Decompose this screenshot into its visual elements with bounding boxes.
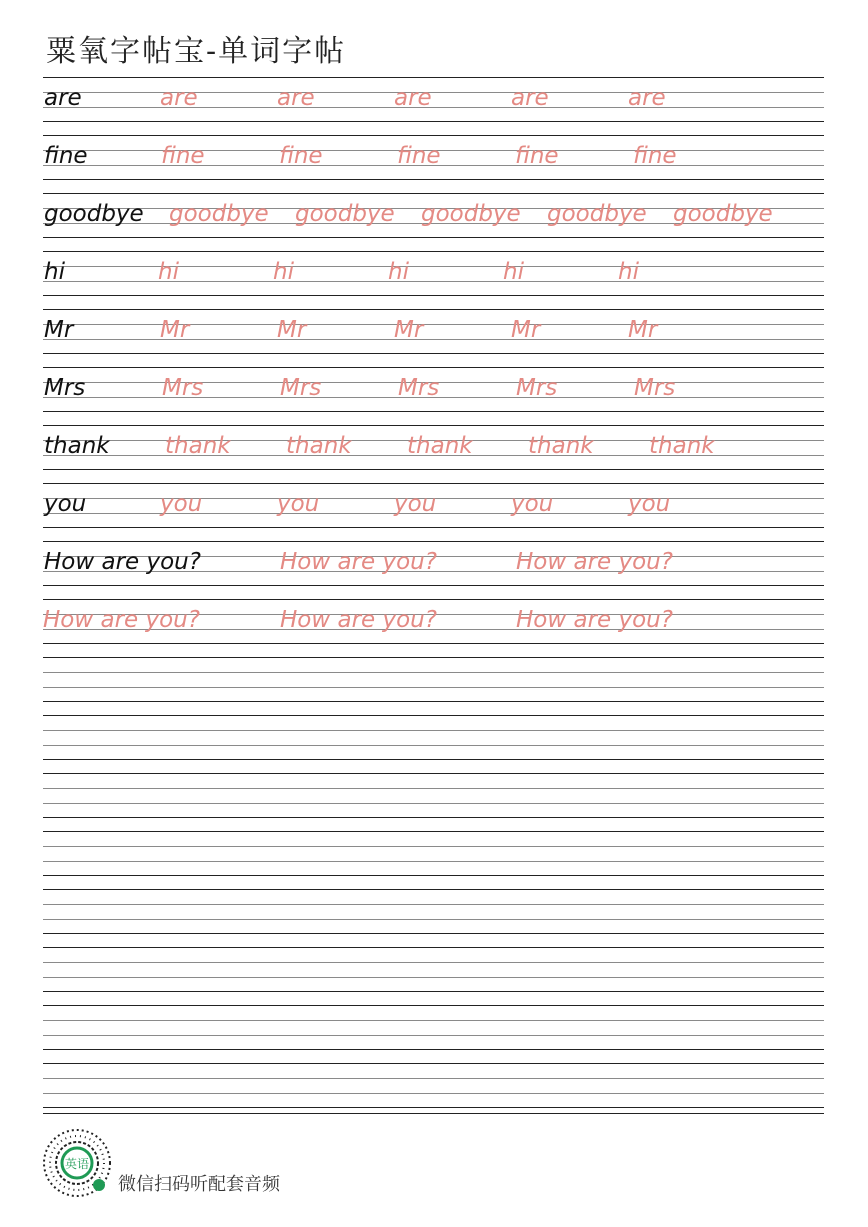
model-word: are — [44, 85, 82, 111]
guide-line — [43, 353, 824, 354]
trace-word: you — [277, 491, 320, 517]
guide-line — [43, 657, 824, 658]
guide-line — [43, 1063, 824, 1064]
trace-word: fine — [397, 143, 441, 169]
trace-word: Mr — [277, 317, 307, 343]
trace-word: fine — [633, 143, 677, 169]
guide-line — [43, 469, 824, 470]
guide-line — [43, 687, 824, 688]
blank-practice-row[interactable] — [43, 773, 824, 831]
blank-practice-row[interactable] — [43, 1005, 824, 1063]
blank-practice-row[interactable] — [43, 889, 824, 947]
trace-word: thank — [528, 433, 594, 459]
guide-line — [43, 919, 824, 920]
trace-word: How are you? — [280, 549, 437, 575]
guide-line — [43, 527, 824, 528]
guide-line — [43, 773, 824, 774]
practice-row — [43, 367, 824, 425]
trace-word: Mr — [394, 317, 424, 343]
trace-word: Mr — [160, 317, 190, 343]
guide-line — [43, 1035, 824, 1036]
practice-row — [43, 425, 824, 483]
guide-line — [43, 889, 824, 890]
trace-word: fine — [515, 143, 559, 169]
trace-word: are — [277, 85, 315, 111]
trace-word: How are you? — [516, 607, 673, 633]
model-word: hi — [44, 259, 65, 285]
blank-practice-row[interactable] — [43, 657, 824, 715]
guide-line — [43, 701, 824, 702]
trace-word: goodbye — [421, 201, 521, 227]
guide-line — [43, 295, 824, 296]
bottom-rule — [43, 1113, 824, 1114]
trace-word: goodbye — [547, 201, 647, 227]
scan-instruction: 微信扫码听配套音频 — [118, 1174, 280, 1195]
blank-practice-row[interactable] — [43, 715, 824, 773]
trace-word: hi — [618, 259, 639, 285]
guide-line — [43, 193, 824, 194]
model-word: thank — [44, 433, 110, 459]
guide-line — [43, 715, 824, 716]
trace-word: How are you? — [280, 607, 437, 633]
guide-line — [43, 1107, 824, 1108]
guide-line — [43, 991, 824, 992]
guide-line — [43, 1093, 824, 1094]
guide-line — [43, 121, 824, 122]
page-title: 粟氧字帖宝-单词字帖 — [46, 34, 347, 69]
trace-word: thank — [165, 433, 231, 459]
guide-line — [43, 237, 824, 238]
guide-line — [43, 483, 824, 484]
guide-line — [43, 599, 824, 600]
guide-line — [43, 875, 824, 876]
trace-word: hi — [388, 259, 409, 285]
guide-line — [43, 1049, 824, 1050]
guide-line — [43, 672, 824, 673]
guide-line — [43, 846, 824, 847]
practice-row — [43, 193, 824, 251]
trace-word: thank — [649, 433, 715, 459]
guide-line — [43, 745, 824, 746]
guide-line — [43, 411, 824, 412]
practice-row — [43, 309, 824, 367]
guide-line — [43, 643, 824, 644]
trace-word: are — [160, 85, 198, 111]
guide-line — [43, 585, 824, 586]
guide-line — [43, 367, 824, 368]
practice-row — [43, 135, 824, 193]
guide-line — [43, 251, 824, 252]
practice-row — [43, 483, 824, 541]
blank-practice-row[interactable] — [43, 831, 824, 889]
blank-practice-row[interactable] — [43, 947, 824, 1005]
guide-line — [43, 309, 824, 310]
trace-word: hi — [273, 259, 294, 285]
model-word: How are you? — [44, 549, 201, 575]
guide-line — [43, 788, 824, 789]
trace-word: Mrs — [634, 375, 676, 401]
practice-row — [43, 251, 824, 309]
trace-word: Mrs — [162, 375, 204, 401]
guide-line — [43, 1020, 824, 1021]
guide-line — [43, 541, 824, 542]
trace-word: are — [511, 85, 549, 111]
trace-word: goodbye — [295, 201, 395, 227]
guide-line — [43, 933, 824, 934]
model-word: Mrs — [44, 375, 86, 401]
guide-line — [43, 947, 824, 948]
guide-line — [43, 831, 824, 832]
qr-badge-label: 英语 — [64, 1157, 90, 1171]
trace-word: you — [394, 491, 437, 517]
writing-sheet — [43, 77, 824, 1121]
guide-line — [43, 1005, 824, 1006]
trace-word: Mrs — [516, 375, 558, 401]
trace-word: How are you? — [43, 607, 200, 633]
guide-line — [43, 759, 824, 760]
trace-word: goodbye — [673, 201, 773, 227]
practice-row — [43, 77, 824, 135]
model-word: goodbye — [44, 201, 144, 227]
guide-line — [43, 861, 824, 862]
trace-word: you — [628, 491, 671, 517]
guide-line — [43, 904, 824, 905]
trace-word: fine — [161, 143, 205, 169]
guide-line — [43, 425, 824, 426]
trace-word: you — [160, 491, 203, 517]
guide-line — [43, 179, 824, 180]
trace-word: are — [394, 85, 432, 111]
trace-word: hi — [503, 259, 524, 285]
trace-word: How are you? — [516, 549, 673, 575]
trace-word: Mr — [628, 317, 658, 343]
guide-line — [43, 77, 824, 78]
model-word: Mr — [44, 317, 74, 343]
trace-word: thank — [286, 433, 352, 459]
trace-word: goodbye — [169, 201, 269, 227]
trace-word: Mrs — [280, 375, 322, 401]
trace-word: fine — [279, 143, 323, 169]
trace-word: are — [628, 85, 666, 111]
guide-line — [43, 977, 824, 978]
guide-line — [43, 730, 824, 731]
trace-word: hi — [158, 259, 179, 285]
practice-row — [43, 541, 824, 599]
trace-word: you — [511, 491, 554, 517]
guide-line — [43, 962, 824, 963]
guide-line — [43, 803, 824, 804]
model-word: fine — [44, 143, 88, 169]
guide-line — [43, 135, 824, 136]
trace-word: Mr — [511, 317, 541, 343]
trace-word: Mrs — [398, 375, 440, 401]
guide-line — [43, 817, 824, 818]
qr-code-icon[interactable] — [42, 1128, 112, 1198]
model-word: you — [44, 491, 87, 517]
practice-row — [43, 599, 824, 657]
trace-word: thank — [407, 433, 473, 459]
guide-line — [43, 1078, 824, 1079]
